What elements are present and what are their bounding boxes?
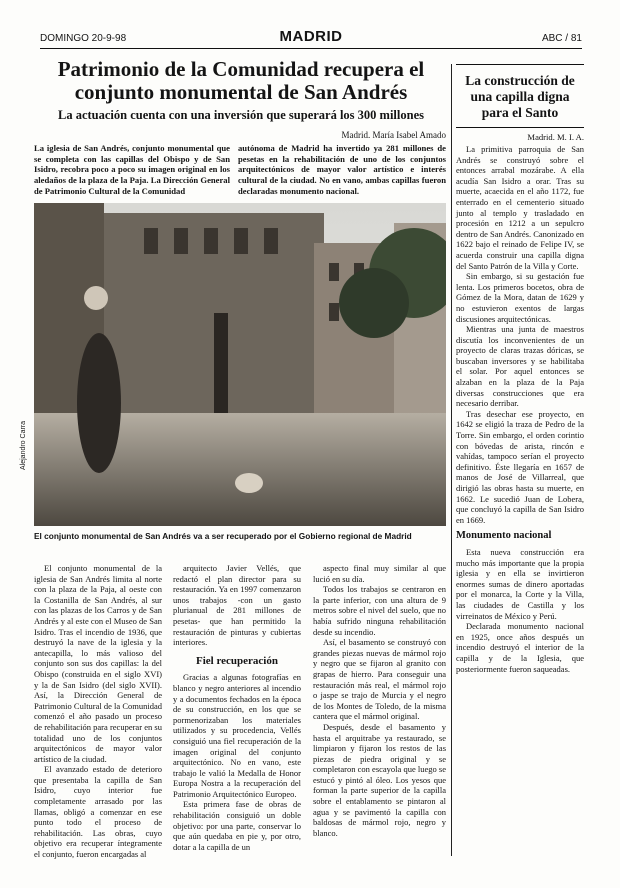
paragraph: Sin embargo, si su gestación fue lenta. Los primeros bocetos, obra de Gómez de la Mora, datan de 1629 y no estuvieron exentos de largas discusiones arquitectónicas. [456,271,584,324]
sidebar-rule [456,127,584,128]
page-header [40,30,582,49]
article-column-2 [173,563,301,852]
paragraph: Esta primera fase de obras de rehabilitación consiguió un doble objetivo: por una parte, conservar lo que aún quedaba en pie y, por otro, dotar a la capilla de un [173,799,301,852]
paragraph: El conjunto monumental de la iglesia de San Andrés limita al norte con la plaza de la Paja, al oeste con la Costanilla de San Andrés, al sur con las plazas de los Carros y de San Andrés y al este con el Museo de San Isidro. Tras el incendio de 1936, que destruyó la nave de la iglesia y la antecapilla, lo más valioso del conjunto son sus dos capillas: la del Obispo (construida en el siglo XVI) y la de San Isidro (del siglo XVII). Así, la Dirección General de Patrimonio Cultural de la Comunidad comenzó el año pasado un proceso de rehabilitación para recuperar en su totalidad uno de los conjuntos arquitectónicos de mayor valor artístico de la ciudad. [34,563,162,764]
paragraph: aspecto final muy similar al que lució en su día. [313,563,446,584]
paragraph: Gracias a algunas fotografías en blanco y negro anteriores al incendio y a documentos fechados en la época de su construcción, en los que se pormenorizaban los materiales utilizados y su procedencia, Vellés consiguió una fiel recuperación de la imagen original del conjunto arquitectónico. No en vano, este trabajo le valió la Medalla de Honor Europa Nostra a la recuperación del Patrimonio Arquitectónico Europeo. [173,672,301,799]
column-divider [451,64,452,856]
sidebar-article [456,64,584,674]
lead-paragraph-left: La iglesia de San Andrés, conjunto monumental que se completa con las capillas del Obispo y de San Isidro, recobra poco a poco su imagen original en los aledaños de la plaza de la Paja. La Dirección General de Patrimonio Cultural de la Comunidad [34,143,230,196]
church-photo [34,203,446,526]
photo-credit: Alejandro Carra [20,420,27,470]
paragraph: El avanzado estado de deterioro que presentaba la capilla de San Isidro, cuyo interior fue completamente arrasado por las llamas, obligó a comenzar en ese punto todo el proceso de rehabilitación. Las obras, cuyo objetivo era recuperar íntegramente el conjunto, fueron encargadas al [34,764,162,860]
article-subhead: La actuación cuenta con una inversión que superará los 300 millones [58,108,424,122]
paragraph: Tras desechar ese proyecto, en 1642 se eligió la traza de Pedro de la Torre. Sin embargo, el orden corintio con bóvedas de arista, rincón e vahídas, tampoco serían el proyecto definitivo. Éste llegaría en 1657 de manos de José de Villarreal, que dirigió las obras hasta su muerte, en 1662. Le sucedió Juan de Lobera, que concluyó la capilla de San Isidro en 1669. [456,408,584,525]
article-byline: Madrid. María Isabel Amado [341,130,446,140]
section-subtitle: Fiel recuperación [196,654,278,667]
paragraph: arquitecto Javier Vellés, que redactó el plan director para su restauración. Ya en 1997 comenzaron unos trabajos -con un gasto plurianual de 281 millones de pesetas- que han permitido la restauración de pinturas y cubiertas interiores. [173,563,301,648]
article-headline: Patrimonio de la Comunidad recupera el conjunto monumental de San Andrés [57,57,425,104]
paragraph: Declarada monumento nacional en 1925, once años después un incendio destruyó el interior de la capilla y de la Iglesia, que posteriormente fueron saqueadas. [456,621,584,674]
article-column-1 [34,563,162,860]
photo-caption: El conjunto monumental de San Andrés va a ser recuperado por el Gobierno regional de Madrid [34,531,412,541]
lead-paragraph-right: autónoma de Madrid ha invertido ya 281 millones de pesetas en la rehabilitación de uno de los conjuntos arquitectónicos de mayor valor artístico e interés cultural de la ciudad. No en vano, ambas capillas fueron declaradas monumento nacional. [238,143,446,196]
paragraph: Así, el basamento se construyó con grandes piezas nuevas de mármol rojo y negro que se fijaron al granito con grapas de hierro. Para conseguir una restauración más real, el mármol rojo o jaspe se trajo de Murcia y el negro de los Montes de Toledo, de la misma cantera que el mármol original. [313,637,446,722]
page-number: ABC / 81 [541,33,582,44]
article-column-3 [313,563,446,838]
paragraph: Mientras una junta de maestros discutía los inconvenientes de un proyecto de claras trazas dóricas, se buscaban inversores y se habilitaba el solar. Por aquel entonces se alzaban en la plaza de la Paja diversas construcciones que era necesario derribar. [456,324,584,409]
paragraph: Después, desde el basamento y hasta el arquitrabe ya restaurado, se limpiaron y fijaron los restos de las piezas de piedra original y se completaron con escayola que luego se estucó y pintó al óleo. Los yesos que forman la parte superior de la capilla sobre el entablamento se pintaron al agua y se pavimentó la capilla con baldosas de mármol rojo, negro y blanco. [313,721,446,838]
section-title: MADRID [279,28,343,45]
paragraph: La primitiva parroquia de San Andrés se construyó sobre el entonces arrabal mozárabe. A ella acudía San Isidro a orar. Tras su muerte, acaecida en el año 1172, fue enterrado en el cementerio situado junto al templo y trasladado en procesión en 1212 a un sepulcro dentro de San Andrés. Canonizado en 1622 bajo el reinado de Felipe IV, se acuerda construir una capilla digna del Santo Patrón de la Villa y Corte. [456,144,584,271]
photo-illustration [34,203,446,526]
paragraph: Todos los trabajos se centraron en la parte inferior, con una altura de 9 metros sobre el nivel del suelo, que no había sufrido ninguna rehabilitación desde su incendio. [313,584,446,637]
sidebar-body [456,144,584,674]
sidebar-subtitle: Monumento nacional [456,530,552,542]
sidebar-byline: Madrid. M. I. A. [527,132,584,142]
sidebar-headline: La construcción de una capilla digna para el Santo [465,73,575,120]
paragraph: Esta nueva construcción era mucho más importante que la propia iglesia y en ella se invirtieron enormes sumas de dinero aportadas por el monarca, la Corte y la Villa, las ciudades de Castilla y los virreinatos de México y Perú. [456,546,584,621]
header-date: DOMINGO 20-9-98 [40,33,127,44]
